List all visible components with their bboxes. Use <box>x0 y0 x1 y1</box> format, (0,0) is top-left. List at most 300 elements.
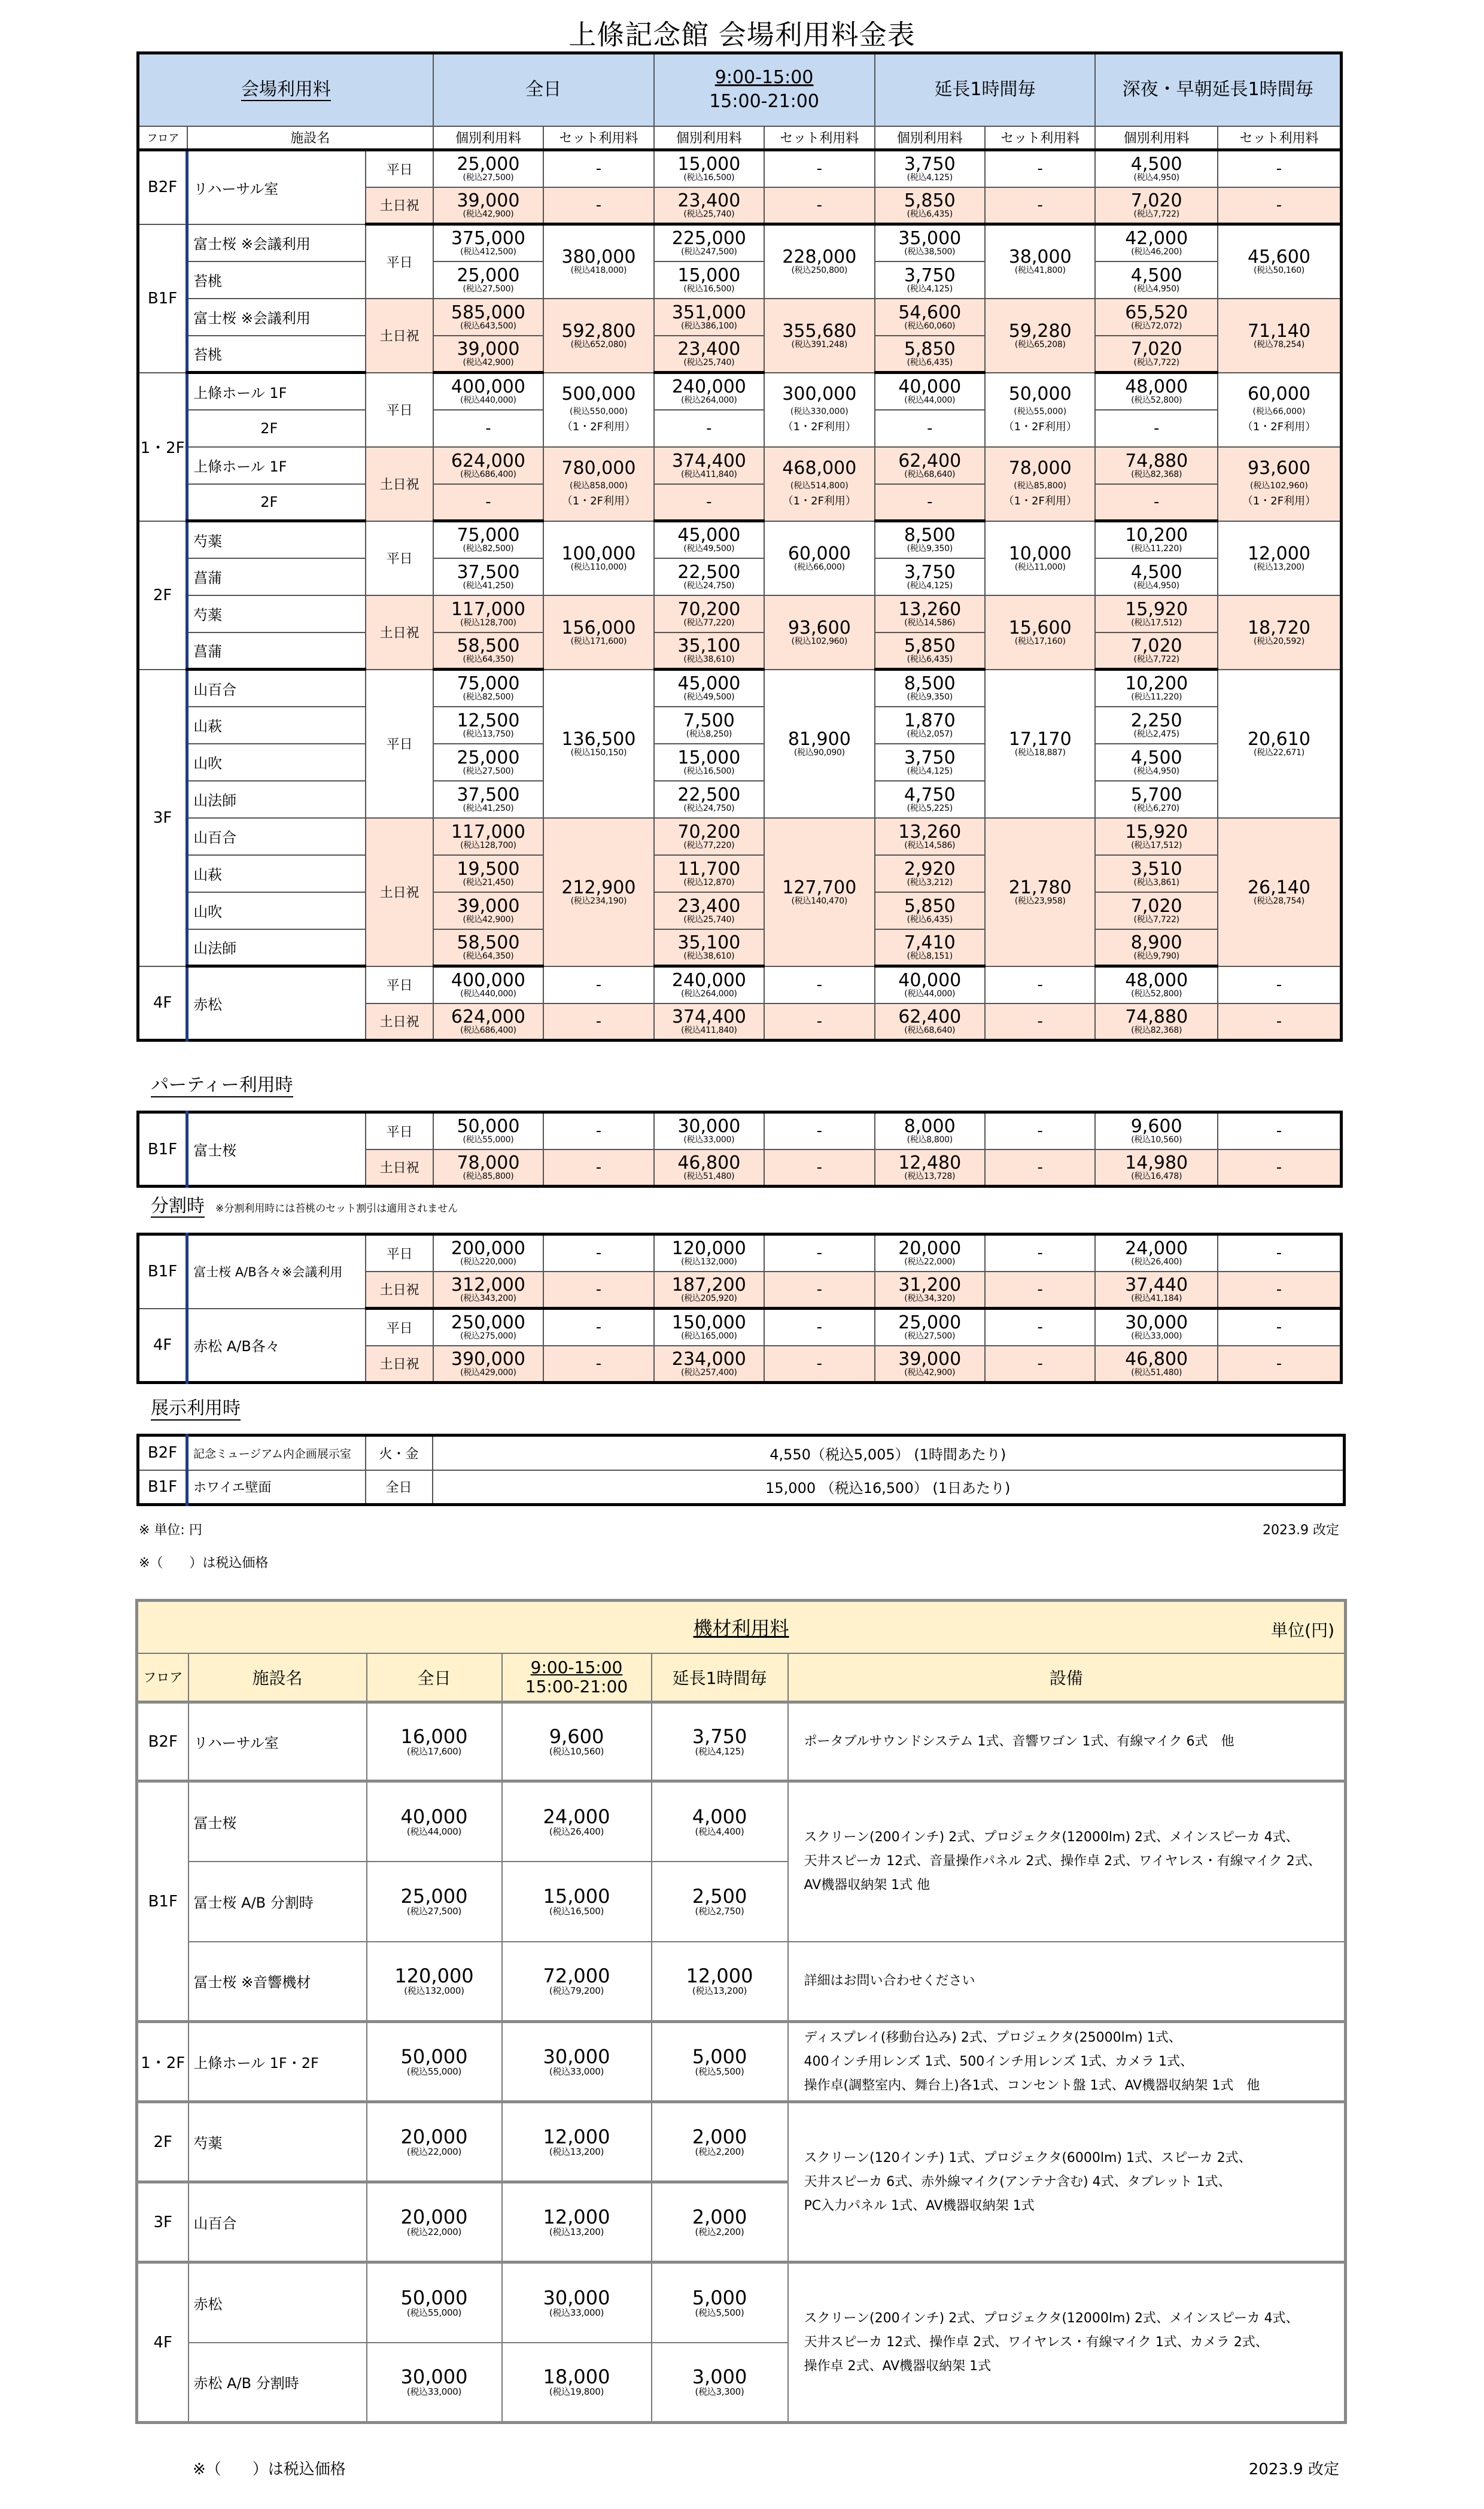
set-price-cell: 81,900 (税込90,090) <box>764 670 874 818</box>
price-cell: 25,000 (税込27,500) <box>433 261 543 299</box>
col-indiv: 個別利用料 <box>433 126 543 150</box>
price-cell: 74,880 (税込82,368) <box>1095 1003 1218 1041</box>
price-cell: 45,000 (税込49,500) <box>654 670 764 707</box>
room-name: 赤松 A/B 分割時 <box>188 2343 367 2423</box>
floor-label: B2F <box>137 1702 188 1781</box>
price-cell: 4,500 (税込4,950) <box>1095 744 1218 781</box>
price-cell: 12,480 (税込13,728) <box>875 1149 985 1187</box>
set-price-cell: 127,700 (税込140,470) <box>764 818 874 966</box>
dash-cell: - <box>543 1112 653 1149</box>
table-row <box>137 2102 1346 2182</box>
price-cell: 2,000 (税込2,200) <box>652 2102 788 2182</box>
price-cell: 25,000 (税込27,500) <box>433 150 543 187</box>
room-name: 上條ホール 1F・2F <box>188 2022 367 2102</box>
dash-cell: - <box>1095 484 1218 521</box>
dash-cell: - <box>543 1149 653 1187</box>
room-name: 冨士桜 <box>188 1781 367 1862</box>
room-name: 山萩 <box>187 855 366 892</box>
price-cell: 24,000 (税込26,400) <box>502 1781 652 1862</box>
dash-cell: - <box>1218 966 1342 1003</box>
equipment-desc: スクリーン(200インチ) 2式、プロジェクタ(12000lm) 2式、メインスピーカ 4式、 天井スピーカ 12式、操作卓 2式、ワイヤレス・有線マイク 1式、カメラ 2式、 操作卓 2式、AV機器収納架 1式 <box>788 2262 1346 2423</box>
price-cell: 58,500 (税込64,350) <box>433 632 543 670</box>
price-cell: 5,700 (税込6,270) <box>1095 781 1218 818</box>
col-extension: 延長1時間毎 <box>652 1653 788 1702</box>
price-cell: 585,000 (税込643,500) <box>433 299 543 336</box>
price-cell: 20,000 (税込22,000) <box>367 2102 502 2182</box>
price-cell: 374,400 (税込411,840) <box>654 447 764 484</box>
price-cell: 48,000 (税込52,800) <box>1095 966 1218 1003</box>
price-cell: 40,000 (税込44,000) <box>875 966 985 1003</box>
price-cell: 15,920 (税込17,512) <box>1095 595 1218 632</box>
dash-cell: - <box>654 410 764 447</box>
price-cell: 37,500 (税込41,250) <box>433 558 543 595</box>
price-cell: 375,000 (税込412,500) <box>433 224 543 261</box>
dash-cell: - <box>985 966 1095 1003</box>
dash-cell: - <box>1218 1003 1342 1041</box>
room-name: リハーサル室 <box>188 1702 367 1781</box>
table-row <box>138 261 1342 299</box>
col-venue: 会場利用料 <box>138 53 433 126</box>
day-type: 平日 <box>366 150 433 187</box>
dash-cell: - <box>764 1234 874 1272</box>
price-cell: 62,400 (税込68,640) <box>875 447 985 484</box>
room-name: 芍薬 <box>187 521 366 558</box>
price-cell: 16,000 (税込17,600) <box>367 1702 502 1781</box>
set-price-cell: 26,140 (税込28,754) <box>1218 818 1342 966</box>
price-cell: 390,000 (税込429,000) <box>433 1346 543 1383</box>
price-cell: 240,000 (税込264,000) <box>654 373 764 410</box>
price-cell: 8,500 (税込9,350) <box>875 670 985 707</box>
col-floor: フロア <box>137 1653 188 1702</box>
table-row <box>138 744 1342 781</box>
day-type: 平日 <box>366 521 433 595</box>
day-type: 平日 <box>366 966 433 1003</box>
day-type: 平日 <box>366 670 433 818</box>
table-row <box>138 1470 1345 1505</box>
price-cell: 4,500 (税込4,950) <box>1095 261 1218 299</box>
dash-cell: - <box>764 150 874 187</box>
room-name: 山吹 <box>187 744 366 781</box>
floor-label: 4F <box>138 1309 187 1383</box>
dash-cell: - <box>1218 1272 1342 1309</box>
price-cell: 75,000 (税込82,500) <box>433 521 543 558</box>
dash-cell: - <box>543 150 653 187</box>
party-table <box>136 1111 1343 1188</box>
floor-label: 4F <box>137 2262 188 2423</box>
dash-cell: - <box>543 1272 653 1309</box>
price-cell: 25,000 (税込27,500) <box>875 1309 985 1346</box>
dash-cell: - <box>764 1309 874 1346</box>
set-price-cell: 78,000 (税込85,800) （1・2F利用） <box>985 447 1095 521</box>
set-price-cell: 12,000 (税込13,200) <box>1218 521 1342 595</box>
price-cell: 2,920 (税込3,212) <box>875 855 985 892</box>
revision-note: 2023.9 改定 <box>1263 1523 1339 1538</box>
day-type: 平日 <box>366 1309 433 1346</box>
dash-cell: - <box>543 187 653 224</box>
price-cell: 312,000 (税込343,200) <box>433 1272 543 1309</box>
price-cell: 400,000 (税込440,000) <box>433 373 543 410</box>
col-set: セット利用料 <box>543 126 653 150</box>
dash-cell: - <box>1218 1346 1342 1383</box>
set-price-cell: 93,600 (税込102,960) （1・2F利用） <box>1218 447 1342 521</box>
price-cell: 200,000 (税込220,000) <box>433 1234 543 1272</box>
price-cell: 74,880 (税込82,368) <box>1095 447 1218 484</box>
floor-label: B1F <box>138 1112 187 1187</box>
set-price-cell: 212,900 (税込234,190) <box>543 818 653 966</box>
floor-label: 3F <box>138 670 187 966</box>
price-cell: 225,000 (税込247,500) <box>654 224 764 261</box>
exhibition-table <box>136 1434 1346 1506</box>
price-cell: 50,000 (税込55,000) <box>367 2262 502 2343</box>
table-row <box>138 336 1342 373</box>
dash-cell: - <box>764 1272 874 1309</box>
equipment-desc: 詳細はお問い合わせください <box>788 1942 1346 2022</box>
price-cell: 3,750 (税込4,125) <box>875 150 985 187</box>
price-cell: 8,500 (税込9,350) <box>875 521 985 558</box>
price-cell: 39,000 (税込42,900) <box>433 187 543 224</box>
room-name: 赤松 A/B各々 <box>187 1309 366 1383</box>
dash-cell: - <box>764 966 874 1003</box>
price-cell: 14,980 (税込16,478) <box>1095 1149 1218 1187</box>
equipment-tax-note: ※（ ）は税込価格 <box>193 2461 346 2478</box>
table-row <box>138 1436 1345 1470</box>
price-cell: 7,020 (税込7,722) <box>1095 892 1218 929</box>
dash-cell: - <box>433 484 543 521</box>
day-type: 平日 <box>366 373 433 447</box>
price-cell: 19,500 (税込21,450) <box>433 855 543 892</box>
price-cell: 2,250 (税込2,475) <box>1095 707 1218 744</box>
price-cell: 374,400 (税込411,840) <box>654 1003 764 1041</box>
price-cell: 22,500 (税込24,750) <box>654 781 764 818</box>
price-cell: 12,500 (税込13,750) <box>433 707 543 744</box>
set-price-cell: 100,000 (税込110,000) <box>543 521 653 595</box>
table-row <box>137 1653 1346 1702</box>
day-type: 土日祝 <box>366 595 433 670</box>
dash-cell: - <box>543 1234 653 1272</box>
dash-cell: - <box>1218 187 1342 224</box>
set-price-cell: 156,000 (税込171,600) <box>543 595 653 670</box>
col-set: セット利用料 <box>1218 126 1342 150</box>
room-name: 2F <box>187 484 366 521</box>
price-cell: 7,020 (税込7,722) <box>1095 187 1218 224</box>
set-price-cell: 71,140 (税込78,254) <box>1218 299 1342 373</box>
table-row <box>138 299 1342 336</box>
price-cell: 78,000 (税込85,800) <box>433 1149 543 1187</box>
dash-cell: - <box>1218 1112 1342 1149</box>
price-cell: 23,400 (税込25,740) <box>654 187 764 224</box>
price-cell: 5,000 (税込5,500) <box>652 2022 788 2102</box>
price-cell: 13,260 (税込14,586) <box>875 595 985 632</box>
col-equipment: 設備 <box>788 1653 1346 1702</box>
price-cell: 46,800 (税込51,480) <box>654 1149 764 1187</box>
set-price-cell: 20,610 (税込22,671) <box>1218 670 1342 818</box>
room-name: 記念ミュージアム内企画展示室 <box>187 1436 366 1470</box>
table-row <box>138 150 1342 187</box>
unit-note: ※ 単位: 円 <box>139 1523 202 1538</box>
set-price-cell: 21,780 (税込23,958) <box>985 818 1095 966</box>
col-extension: 延長1時間毎 <box>875 53 1096 126</box>
section-title-exhibition: 展示利用時 <box>151 1398 241 1421</box>
day-type: 平日 <box>366 1234 433 1272</box>
floor-label: 4F <box>138 966 187 1041</box>
price-cell: 240,000 (税込264,000) <box>654 966 764 1003</box>
room-name: 芍薬 <box>188 2102 367 2182</box>
set-price-cell: 50,000 (税込55,000) （1・2F利用） <box>985 373 1095 447</box>
price-cell: 400,000 (税込440,000) <box>433 966 543 1003</box>
equipment-title-bar: 機材利用料 単位(円) <box>137 1601 1346 1653</box>
dash-cell: - <box>1218 1234 1342 1272</box>
equipment-fee-table <box>135 1599 1347 2424</box>
dash-cell: - <box>543 1346 653 1383</box>
room-name: 上條ホール 1F <box>187 447 366 484</box>
floor-label: B1F <box>138 1470 187 1505</box>
dash-cell: - <box>985 1272 1095 1309</box>
price-cell: 15,920 (税込17,512) <box>1095 818 1218 855</box>
price-cell: 3,750 (税込4,125) <box>875 744 985 781</box>
dash-cell: - <box>985 1149 1095 1187</box>
price-cell: 46,800 (税込51,480) <box>1095 1346 1218 1383</box>
floor-label: B1F <box>138 1234 187 1309</box>
room-name: 山法師 <box>187 929 366 966</box>
dash-cell: - <box>985 1112 1095 1149</box>
col-night: 深夜・早朝延長1時間毎 <box>1095 53 1341 126</box>
table-row <box>138 484 1342 521</box>
table-row <box>138 707 1342 744</box>
dash-cell: - <box>654 484 764 521</box>
price-cell: 37,500 (税込41,250) <box>433 781 543 818</box>
table-row <box>138 558 1342 595</box>
room-name: 上條ホール 1F <box>187 373 366 410</box>
price-cell: 234,000 (税込257,400) <box>654 1346 764 1383</box>
price-cell: 120,000 (税込132,000) <box>654 1234 764 1272</box>
price-cell: 11,700 (税込12,870) <box>654 855 764 892</box>
price-cell: 2,500 (税込2,750) <box>652 1862 788 1942</box>
price-cell: 5,000 (税込5,500) <box>652 2262 788 2343</box>
price-cell: 8,900 (税込9,790) <box>1095 929 1218 966</box>
price-cell: 15,000 (税込16,500) <box>654 150 764 187</box>
set-price-cell: 15,600 (税込17,160) <box>985 595 1095 670</box>
price-cell: 2,000 (税込2,200) <box>652 2182 788 2262</box>
table-row <box>138 373 1342 410</box>
col-indiv: 個別利用料 <box>654 126 764 150</box>
price-cell: 30,000 (税込33,000) <box>502 2022 652 2102</box>
table-row <box>138 1309 1342 1346</box>
floor-label: 2F <box>137 2102 188 2182</box>
price-cell: 30,000 (税込33,000) <box>502 2262 652 2343</box>
room-name: 冨士桜 ※音響機材 <box>188 1942 367 2022</box>
set-price-cell: 93,600 (税込102,960) <box>764 595 874 670</box>
set-price-cell: 592,800 (税込652,080) <box>543 299 653 373</box>
col-indiv: 個別利用料 <box>875 126 985 150</box>
equipment-desc: スクリーン(120インチ) 1式、プロジェクタ(6000lm) 1式、スピーカ 2式、 天井スピーカ 6式、赤外線マイク(アンテナ含む) 4式、タブレット 1式、 PC入力パネル 1式、AV機器収納架 1式 <box>788 2102 1346 2262</box>
table-row <box>138 1234 1342 1272</box>
price-cell: 20,000 (税込22,000) <box>367 2182 502 2262</box>
equipment-desc: ディスプレイ(移動台込み) 2式、プロジェクタ(25000lm) 1式、 400インチ用レンズ 1式、500インチ用レンズ 1式、カメラ 1式、 操作卓(調整室内、舞台上)各1式、コンセント盤 1式、AV機器収納架 1式 他 <box>788 2022 1346 2102</box>
table-row <box>138 892 1342 929</box>
price-cell: 1,870 (税込2,057) <box>875 707 985 744</box>
price-cell: 7,410 (税込8,151) <box>875 929 985 966</box>
room-name: 菖蒲 <box>187 632 366 670</box>
dash-cell: - <box>985 1003 1095 1041</box>
price-cell: 3,750 (税込4,125) <box>875 261 985 299</box>
col-indiv: 個別利用料 <box>1095 126 1218 150</box>
price-cell: 75,000 (税込82,500) <box>433 670 543 707</box>
price-cell: 62,400 (税込68,640) <box>875 1003 985 1041</box>
set-price-cell: 10,000 (税込11,000) <box>985 521 1095 595</box>
set-price-cell: 45,600 (税込50,160) <box>1218 224 1342 299</box>
col-allday: 全日 <box>433 53 654 126</box>
room-name: 2F <box>187 410 366 447</box>
set-price-cell: 17,170 (税込18,887) <box>985 670 1095 818</box>
dash-cell: - <box>543 966 653 1003</box>
price-cell: 10,200 (税込11,220) <box>1095 670 1218 707</box>
price-cell: 150,000 (税込165,000) <box>654 1309 764 1346</box>
price-cell: 35,100 (税込38,610) <box>654 929 764 966</box>
day-type: 全日 <box>366 1470 433 1505</box>
price-cell: 3,000 (税込3,300) <box>652 2343 788 2423</box>
dash-cell: - <box>1095 410 1218 447</box>
set-price-cell: 136,500 (税込150,150) <box>543 670 653 818</box>
set-price-cell: 60,000 (税込66,000) （1・2F利用） <box>1218 373 1342 447</box>
price-cell: 30,000 (税込33,000) <box>367 2343 502 2423</box>
price-cell: 5,850 (税込6,435) <box>875 892 985 929</box>
dash-cell: - <box>985 1234 1095 1272</box>
set-price-cell: 500,000 (税込550,000) （1・2F利用） <box>543 373 653 447</box>
price-cell: 4,750 (税込5,225) <box>875 781 985 818</box>
price-cell: 35,000 (税込38,500) <box>875 224 985 261</box>
table-row <box>137 1702 1346 1781</box>
room-name: 富士桜 ※会議利用 <box>187 224 366 261</box>
room-name: 山百合 <box>187 818 366 855</box>
price-cell: 40,000 (税込44,000) <box>875 373 985 410</box>
day-type: 土日祝 <box>366 1272 433 1309</box>
price-cell: 250,000 (税込275,000) <box>433 1309 543 1346</box>
table-row <box>137 2262 1346 2343</box>
room-name: 苔桃 <box>187 336 366 373</box>
day-type: 土日祝 <box>366 818 433 966</box>
dash-cell: - <box>985 1346 1095 1383</box>
price-cell: 15,000 (税込16,500) <box>502 1862 652 1942</box>
dash-cell: - <box>875 410 985 447</box>
split-table <box>136 1233 1343 1384</box>
room-name: 苔桃 <box>187 261 366 299</box>
venue-fee-table <box>136 51 1343 1042</box>
set-price-cell: 468,000 (税込514,800) （1・2F利用） <box>764 447 874 521</box>
price-cell: 42,000 (税込46,200) <box>1095 224 1218 261</box>
price-cell: 72,000 (税込79,200) <box>502 1942 652 2022</box>
set-price-cell: 18,720 (税込20,592) <box>1218 595 1342 670</box>
price-cell: 23,400 (税込25,740) <box>654 892 764 929</box>
col-facility: 施設名 <box>187 126 433 150</box>
price-cell: 30,000 (税込33,000) <box>654 1112 764 1149</box>
price-cell: 13,260 (税込14,586) <box>875 818 985 855</box>
day-type: 土日祝 <box>366 1003 433 1041</box>
table-row <box>137 1942 1346 2022</box>
price-cell: 58,500 (税込64,350) <box>433 929 543 966</box>
price-cell: 7,020 (税込7,722) <box>1095 336 1218 373</box>
room-name: 山法師 <box>187 781 366 818</box>
table-row <box>138 447 1342 484</box>
floor-label: 1・2F <box>137 2022 188 2102</box>
day-type: 土日祝 <box>366 447 433 521</box>
floor-label: B2F <box>138 150 187 224</box>
col-floor: フロア <box>138 126 187 150</box>
dash-cell: - <box>764 1112 874 1149</box>
set-price-cell: 380,000 (税込418,000) <box>543 224 653 299</box>
price-cell: 8,000 (税込8,800) <box>875 1112 985 1149</box>
set-price-cell: 59,280 (税込65,208) <box>985 299 1095 373</box>
price-cell: 20,000 (税込22,000) <box>875 1234 985 1272</box>
col-halfday: 9:00-15:00 15:00-21:00 <box>502 1653 652 1702</box>
price-cell: 12,000 (税込13,200) <box>502 2102 652 2182</box>
set-price-cell: 355,680 (税込391,248) <box>764 299 874 373</box>
room-name: 山百合 <box>188 2182 367 2262</box>
day-type: 火・金 <box>366 1436 433 1470</box>
equipment-desc: ポータブルサウンドシステム 1式、音響ワゴン 1式、有線マイク 6式 他 <box>788 1702 1346 1781</box>
price-cell: 117,000 (税込128,700) <box>433 595 543 632</box>
col-facility: 施設名 <box>188 1653 367 1702</box>
exhibition-rate: 15,000 （税込16,500） (1日あたり) <box>433 1470 1345 1505</box>
floor-label: B2F <box>138 1436 187 1470</box>
price-cell: 4,500 (税込4,950) <box>1095 150 1218 187</box>
room-name: 富士桜 A/B各々※会議利用 <box>187 1234 366 1309</box>
price-cell: 5,850 (税込6,435) <box>875 187 985 224</box>
room-name: 富士桜 <box>187 1112 366 1187</box>
price-cell: 50,000 (税込55,000) <box>367 2022 502 2102</box>
day-type: 土日祝 <box>366 187 433 224</box>
price-cell: 351,000 (税込386,100) <box>654 299 764 336</box>
price-cell: 54,600 (税込60,060) <box>875 299 985 336</box>
price-cell: 7,500 (税込8,250) <box>654 707 764 744</box>
equipment-revision-note: 2023.9 改定 <box>1248 2461 1339 2478</box>
room-name: 冨士桜 A/B 分割時 <box>188 1862 367 1942</box>
set-price-cell: 300,000 (税込330,000) （1・2F利用） <box>764 373 874 447</box>
price-cell: 25,000 (税込27,500) <box>367 1862 502 1942</box>
set-price-cell: 38,000 (税込41,800) <box>985 224 1095 299</box>
table-row <box>138 670 1342 707</box>
dash-cell: - <box>433 410 543 447</box>
price-cell: 624,000 (税込686,400) <box>433 447 543 484</box>
table-row <box>138 410 1342 447</box>
price-cell: 24,000 (税込26,400) <box>1095 1234 1218 1272</box>
price-cell: 12,000 (税込13,200) <box>652 1942 788 2022</box>
room-name: 山百合 <box>187 670 366 707</box>
section-title-split: 分割時 ※分割利用時には苔桃のセット割引は適用されません <box>151 1196 458 1217</box>
floor-label: 1・2F <box>138 373 187 521</box>
price-cell: 22,500 (税込24,750) <box>654 558 764 595</box>
room-name: ホワイエ壁面 <box>187 1470 366 1505</box>
room-name: 菖蒲 <box>187 558 366 595</box>
tax-note: ※（ ）は税込価格 <box>139 1556 269 1571</box>
room-name: 富士桜 ※会議利用 <box>187 299 366 336</box>
price-cell: 187,200 (税込205,920) <box>654 1272 764 1309</box>
table-row <box>138 855 1342 892</box>
room-name: 赤松 <box>187 966 366 1041</box>
dash-cell: - <box>985 1309 1095 1346</box>
dash-cell: - <box>543 1003 653 1041</box>
dash-cell: - <box>764 1346 874 1383</box>
floor-label: B1F <box>138 224 187 373</box>
table-row <box>137 2022 1346 2102</box>
room-name: 山吹 <box>187 892 366 929</box>
price-cell: 18,000 (税込19,800) <box>502 2343 652 2423</box>
price-cell: 4,000 (税込4,400) <box>652 1781 788 1862</box>
table-row <box>138 818 1342 855</box>
table-row <box>138 632 1342 670</box>
price-cell: 70,200 (税込77,220) <box>654 818 764 855</box>
dash-cell: - <box>764 187 874 224</box>
table-row <box>138 966 1342 1003</box>
